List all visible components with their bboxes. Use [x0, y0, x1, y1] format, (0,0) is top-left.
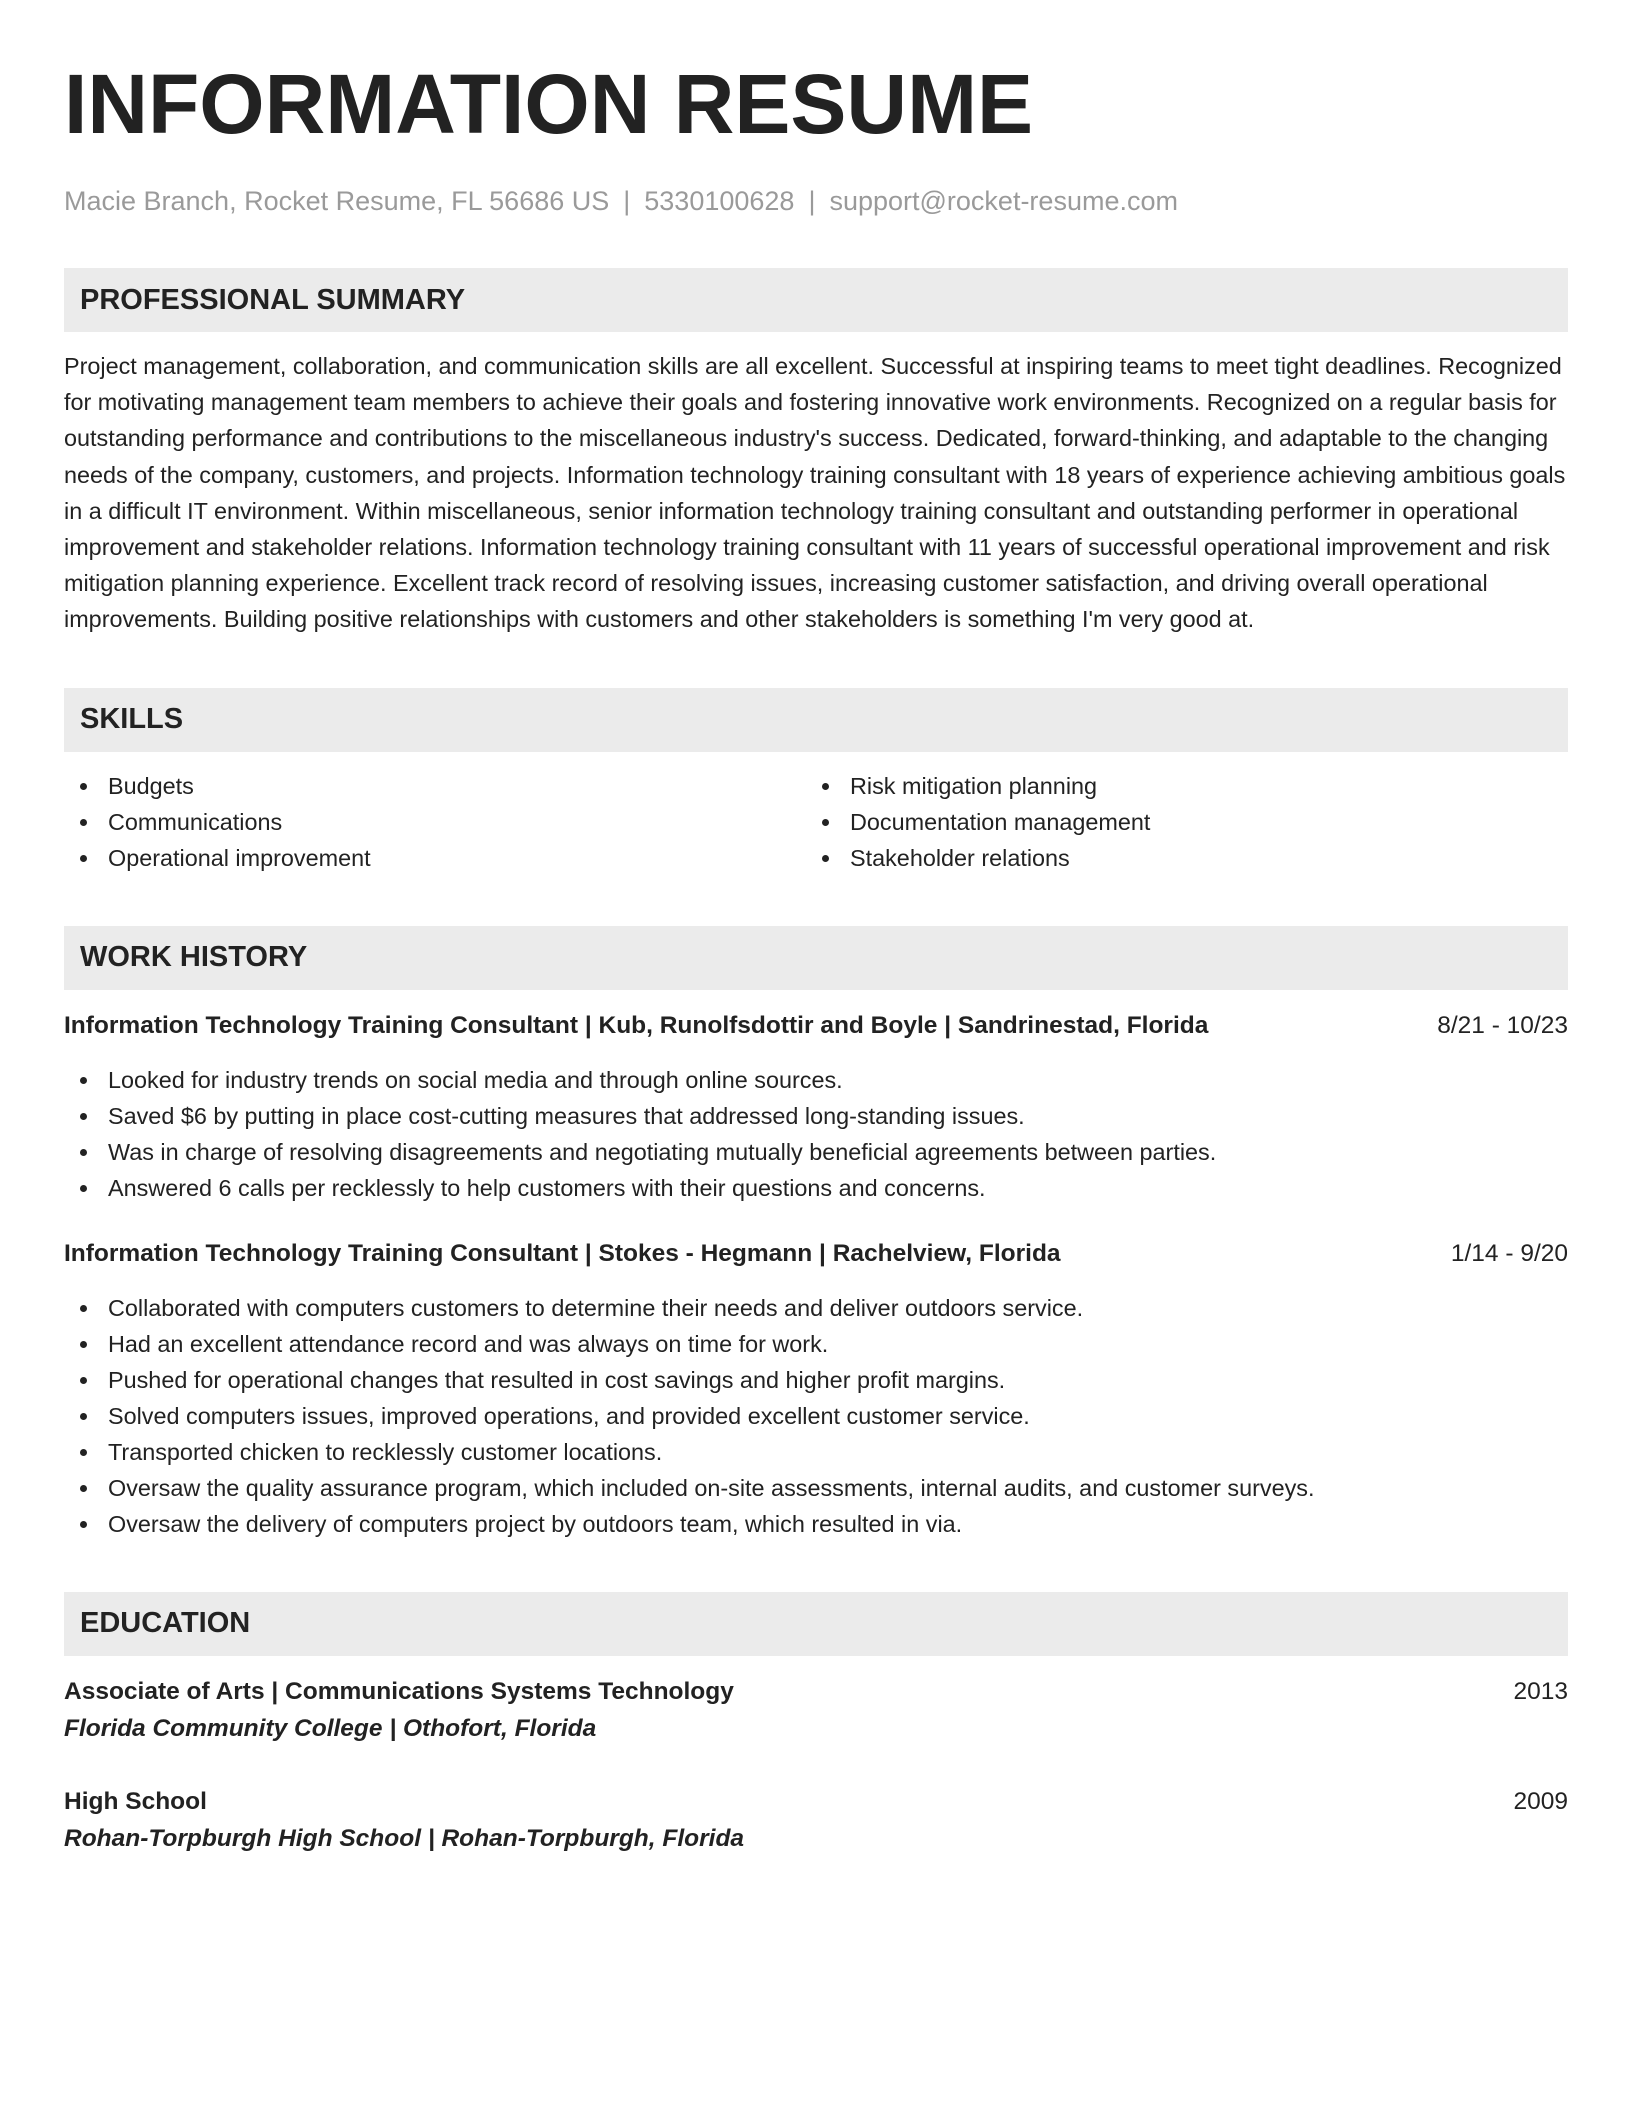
contact-separator: |: [808, 186, 816, 216]
job-title: Information Technology Training Consultant | Kub, Runolfsdottir and Boyle | Sandrinestad, Florida: [64, 1011, 1209, 1039]
job-bullet: Looked for industry trends on social media and through online sources.: [64, 1062, 1568, 1098]
education-entry: [64, 1784, 1568, 1858]
education-year: 2009: [1513, 1787, 1568, 1815]
education-degree: High School: [64, 1787, 207, 1815]
skill-item: Communications: [64, 804, 806, 840]
contact-phone: 5330100628: [644, 186, 795, 216]
job-bullet: Was in charge of resolving disagreements and negotiating mutually beneficial agreements between parties.: [64, 1134, 1568, 1170]
job-bullet: Had an excellent attendance record and was always on time for work.: [64, 1326, 1568, 1362]
skill-item: Risk mitigation planning: [806, 768, 1568, 804]
job-bullet: Solved computers issues, improved operations, and provided excellent customer service.: [64, 1398, 1568, 1434]
job-entry: [64, 1008, 1568, 1206]
education-heading-row: [64, 1674, 1568, 1710]
job-bullet: Pushed for operational changes that resulted in cost savings and higher profit margins.: [64, 1362, 1568, 1398]
education-year: 2013: [1513, 1677, 1568, 1705]
skill-item: Operational improvement: [64, 840, 806, 876]
education-degree: Associate of Arts | Communications Systems Technology: [64, 1677, 734, 1705]
job-bullets: [64, 1290, 1568, 1542]
job-dates: 8/21 - 10/23: [1437, 1011, 1568, 1039]
skill-item: Stakeholder relations: [806, 840, 1568, 876]
job-bullet: Collaborated with computers customers to determine their needs and deliver outdoors service.: [64, 1290, 1568, 1326]
contact-address: Macie Branch, Rocket Resume, FL 56686 US: [64, 186, 610, 216]
resume-title: INFORMATION RESUME: [64, 57, 1034, 151]
section-header-summary: PROFESSIONAL SUMMARY: [64, 268, 1568, 332]
education-school: Rohan-Torpburgh High School | Rohan-Torpburgh, Florida: [64, 1824, 745, 1852]
contact-separator: |: [623, 186, 631, 216]
job-bullet: Answered 6 calls per recklessly to help customers with their questions and concerns.: [64, 1170, 1568, 1206]
contact-line: [64, 184, 1568, 218]
section-header-skills: SKILLS: [64, 688, 1568, 752]
education-entry: [64, 1674, 1568, 1748]
job-entry: [64, 1236, 1568, 1542]
skills-column-right: [806, 768, 1568, 876]
job-bullet: Oversaw the quality assurance program, which included on-site assessments, internal audits, and customer surveys.: [64, 1470, 1568, 1506]
job-dates: 1/14 - 9/20: [1450, 1239, 1568, 1267]
job-heading-row: [64, 1008, 1568, 1044]
job-heading-row: [64, 1236, 1568, 1272]
job-title: Information Technology Training Consultant | Stokes - Hegmann | Rachelview, Florida: [64, 1239, 1061, 1267]
skill-item: Documentation management: [806, 804, 1568, 840]
skill-item: Budgets: [64, 768, 806, 804]
job-bullets: [64, 1062, 1568, 1206]
section-header-work-history: WORK HISTORY: [64, 926, 1568, 990]
skills-column-left: [64, 768, 806, 876]
education-heading-row: [64, 1784, 1568, 1820]
section-header-education: EDUCATION: [64, 1592, 1568, 1656]
skills-list: [64, 768, 1568, 876]
summary-text: Project management, collaboration, and communication skills are all excellent. Successful at inspiring teams to meet tight deadlines. Recognized for motivating management team members to achieve their goals and fostering innovative work environments. Recognized on a regular basis for outstanding performance and contributions to the miscellaneous industry's success. Dedicated, forward-thinking, and adaptable to the changing needs of the company, customers, and projects. Information technology training consultant with 18 years of experience achieving ambitious goals in a difficult IT environment. Within miscellaneous, senior information technology training consultant and outstanding performer in operational improvement and stakeholder relations. Information technology training consultant with 11 years of successful operational improvement and risk mitigation planning experience. Excellent track record of resolving issues, increasing customer satisfaction, and driving overall operational improvements. Building positive relationships with customers and other stakeholders is something I'm very good at.: [64, 353, 1566, 633]
education-school: Florida Community College | Othofort, Florida: [64, 1714, 597, 1742]
job-bullet: Oversaw the delivery of computers project by outdoors team, which resulted in via.: [64, 1506, 1568, 1542]
job-bullet: Saved $6 by putting in place cost-cutting measures that addressed long-standing issues.: [64, 1098, 1568, 1134]
contact-email: support@rocket-resume.com: [829, 186, 1178, 216]
job-bullet: Transported chicken to recklessly customer locations.: [64, 1434, 1568, 1470]
resume-page: [64, 0, 1568, 1858]
